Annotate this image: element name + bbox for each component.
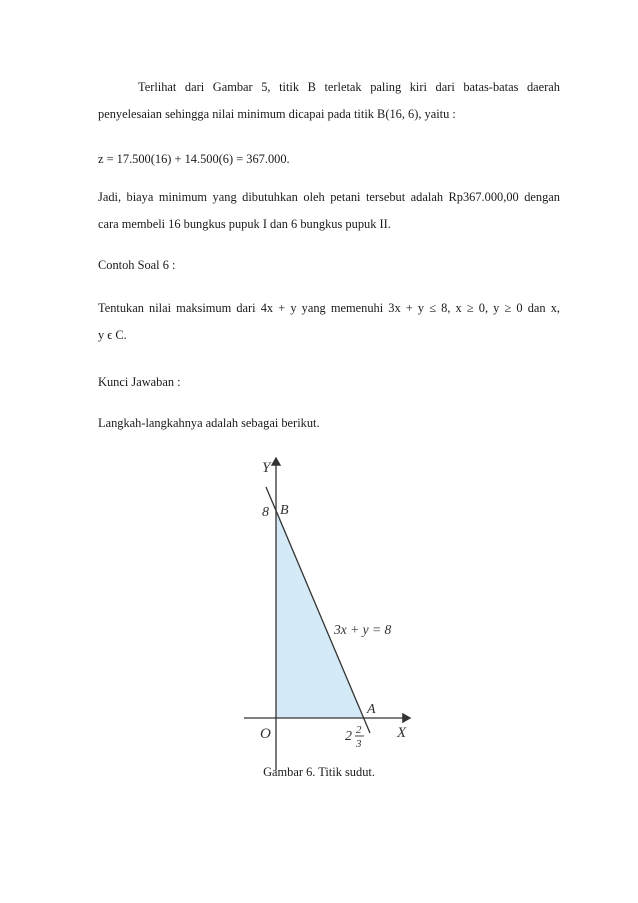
paragraph-gambar5-line1: Terlihat dari Gambar 5, titik B terletak paling kiri dari batas-batas daerah	[138, 80, 560, 94]
y-intercept-label: 8	[262, 505, 269, 520]
x-intercept-numerator: 2	[356, 724, 362, 736]
figure-caption: Gambar 6. Titik sudut.	[263, 765, 375, 779]
equation-minimum-cost: z = 17.500(16) + 14.500(6) = 367.000.	[98, 152, 290, 166]
x-axis-label: X	[397, 725, 407, 741]
paragraph-gambar5-line2: penyelesaian sehingga nilai minimum dicapai pada titik B(16, 6), yaitu :	[98, 107, 456, 121]
y-axis-label: Y	[262, 460, 271, 476]
origin-label: O	[260, 726, 271, 742]
paragraph-conclusion-line2: cara membeli 16 bungkus pupuk I dan 6 bungkus pupuk II.	[98, 217, 391, 231]
paragraph-conclusion-line1: Jadi, biaya minimum yang dibutuhkan oleh petani tersebut adalah Rp367.000,00 dengan	[98, 190, 560, 204]
heading-contoh-soal-6: Contoh Soal 6 :	[98, 258, 176, 272]
point-b-label: B	[280, 503, 289, 518]
x-intercept-denominator: 3	[356, 738, 362, 750]
paragraph-problem-line1: Tentukan nilai maksimum dari 4x + y yang memenuhi 3x + y ≤ 8, x ≥ 0, y ≥ 0 dan x,	[98, 301, 560, 315]
heading-kunci-jawaban: Kunci Jawaban :	[98, 375, 181, 389]
x-intercept-whole: 2	[345, 729, 352, 744]
paragraph-steps-intro: Langkah-langkahnya adalah sebagai berikut.	[98, 416, 320, 430]
point-a-label: A	[367, 702, 376, 717]
constraint-line-label: 3x + y = 8	[334, 622, 392, 637]
feasible-region-graph	[240, 452, 420, 782]
paragraph-problem-line2: y ϵ C.	[98, 328, 127, 342]
feasible-region-figure	[240, 452, 420, 782]
